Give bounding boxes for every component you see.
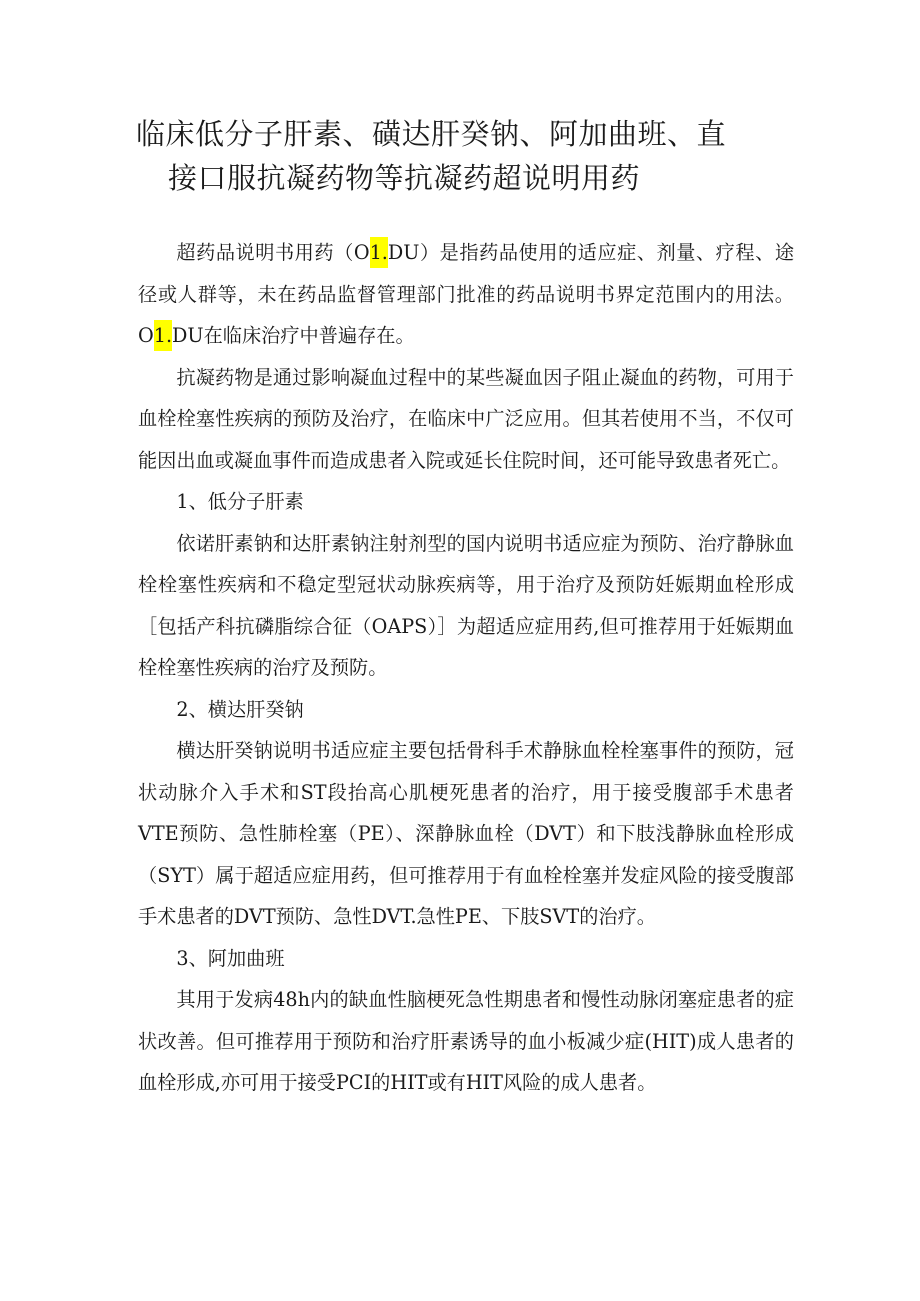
section-text-3: 其用于发病48h内的缺血性脑梗死急性期患者和慢性动脉闭塞症患者的症状改善。但可推荐用于预防和治疗肝素诱导的血小板减少症(HIT)成人患者的血栓形成,亦可用于接受PCI的HIT或有HIT风险的成人患者。 [138, 988, 794, 1094]
intro-text-c: DU在临床治疗中普遍存在。 [172, 324, 415, 347]
section-heading-1: 1、低分子肝素 [176, 490, 304, 513]
intro-paragraph-2: 抗凝药物是通过影响凝血过程中的某些凝血因子阻止凝血的药物，可用于血栓栓塞性疾病的预防及治疗，在临床中广泛应用。但其若使用不当，不仅可能因出血或凝血事件而造成患者入院或延长住院时间，还可能导致患者死亡。 [138, 365, 794, 472]
title-line-1: 临床低分子肝素、磺达肝癸钠、阿加曲班、直 [136, 117, 727, 151]
document-body [138, 232, 794, 1104]
section-text-2: 横达肝癸钠说明书适应症主要包括骨科手术静脉血栓栓塞事件的预防，冠状动脉介入手术和ST段抬高心肌梗死患者的治疗，用于接受腹部手术患者VTE预防、急性肺栓塞（PE）、深静脉血栓（DVT）和下肢浅静脉血栓形成（SYT）属于超适应症用药，但可推荐用于有血栓栓塞并发症风险的接受腹部手术患者的DVT预防、急性DVT.急性PE、下肢SVT的治疗。 [138, 739, 794, 928]
document-title [136, 112, 786, 200]
section-heading-3: 3、阿加曲班 [176, 946, 285, 970]
intro-text-b: DU）是指药品使用的适应症、剂量、疗程、途径或人群等，未在药品监督管理部门批准的药品说明书界定范围内的用法。O [138, 241, 795, 347]
section-text-1: 依诺肝素钠和达肝素钠注射剂型的国内说明书适应症为预防、治疗静脉血栓栓塞性疾病和不稳定型冠状动脉疾病等，用于治疗及预防妊娠期血栓形成［包括产科抗磷脂综合征（OAPS）］为超适应症用药,但可推荐用于妊娠期血栓栓塞性疾病的治疗及预防。 [138, 531, 794, 679]
highlighted-text: 1. [154, 320, 172, 351]
intro-paragraph-1 [138, 232, 794, 357]
intro-text-a: 超药品说明书用药（O [176, 241, 370, 264]
section-heading-2: 2、横达肝癸钠 [176, 697, 304, 721]
highlighted-text: 1. [370, 237, 388, 268]
title-line-2: 接口服抗凝药物等抗凝药超说明用药 [168, 161, 641, 195]
